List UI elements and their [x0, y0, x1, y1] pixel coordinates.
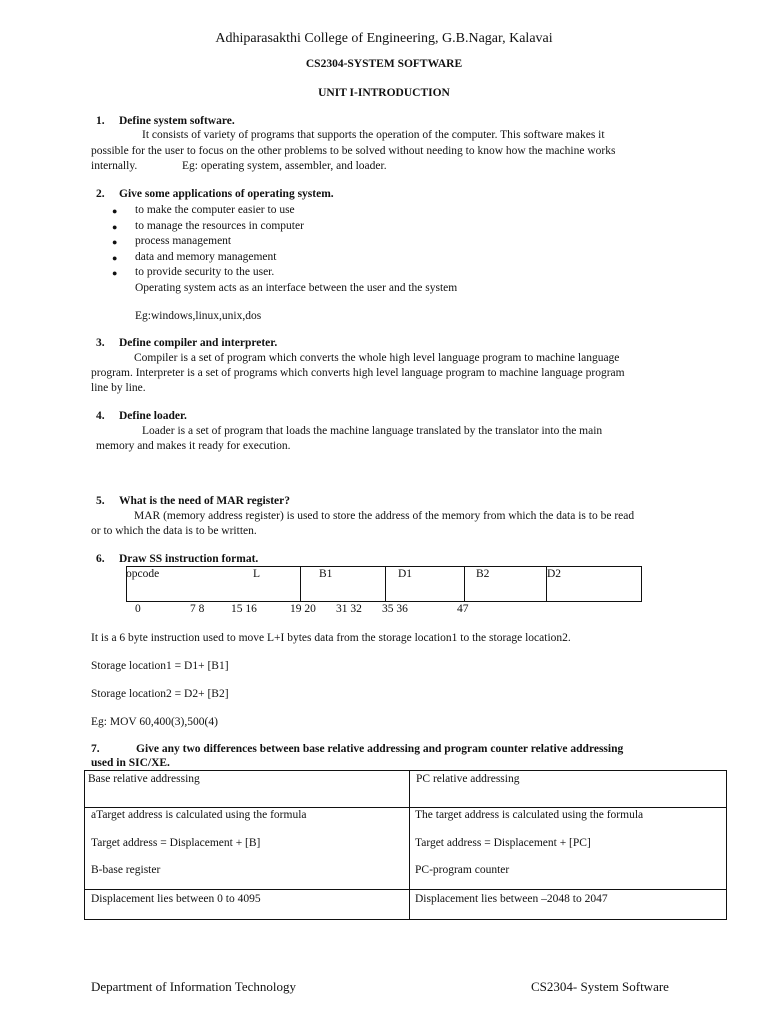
answer-line: possible for the user to focus on the other problems to be solved without needing to know how the machine works — [91, 145, 616, 157]
question-number: 6. — [96, 553, 105, 565]
question-number: 2. — [96, 188, 105, 200]
field-b2: B2 — [476, 568, 490, 580]
bit-label: 0 — [135, 603, 141, 615]
question-title: Draw SS instruction format. — [119, 553, 259, 565]
list-item: process management — [135, 235, 232, 247]
field-b1: B1 — [319, 568, 333, 580]
list-item: to make the computer easier to use — [135, 204, 295, 216]
field-opcode: opcode — [126, 568, 160, 580]
table-cell: B-base register — [91, 864, 161, 876]
table-cell: Displacement lies between 0 to 4095 — [91, 893, 261, 905]
answer-line: or to which the data is to be written. — [91, 525, 257, 537]
storage-location-1: Storage location1 = D1+ [B1] — [91, 660, 229, 672]
unit-title: UNIT I-INTRODUCTION — [318, 87, 450, 99]
format-description: It is a 6 byte instruction used to move L+I bytes data from the storage location1 to the storage location2. — [91, 632, 571, 644]
question-number: 3. — [96, 337, 105, 349]
answer-line: It consists of variety of programs that supports the operation of the computer. This software makes it — [142, 129, 605, 141]
list-item: to manage the resources in computer — [135, 220, 304, 232]
bit-label: 15 16 — [231, 603, 257, 615]
table-cell: Target address = Displacement + [PC] — [415, 837, 591, 849]
column-divider — [409, 771, 410, 919]
question-title: Define loader. — [119, 410, 187, 422]
answer-note: Operating system acts as an interface between the user and the system — [135, 282, 458, 294]
bit-label: 7 8 — [190, 603, 205, 615]
question-number: 4. — [96, 410, 105, 422]
field-divider — [385, 567, 386, 601]
bullet-icon: ● — [112, 253, 118, 263]
table-cell: PC-program counter — [415, 864, 510, 876]
footer-course: CS2304- System Software — [531, 979, 669, 994]
question-number: 7. — [91, 743, 100, 755]
field-divider — [464, 567, 465, 601]
table-cell: Displacement lies between –2048 to 2047 — [415, 893, 608, 905]
bit-label: 35 36 — [382, 603, 408, 615]
bullet-icon: ● — [112, 237, 118, 247]
table-cell: aTarget address is calculated using the formula — [91, 809, 307, 821]
bit-label: 31 32 — [336, 603, 362, 615]
footer-department: Department of Information Technology — [91, 979, 296, 994]
question-title: What is the need of MAR register? — [119, 495, 290, 507]
table-header: Base relative addressing — [88, 773, 200, 785]
format-example: Eg: MOV 60,400(3),500(4) — [91, 716, 218, 728]
answer-line: MAR (memory address register) is used to store the address of the memory from which the data is to be read — [134, 510, 635, 522]
ss-instruction-format — [126, 566, 642, 602]
question-number: 5. — [96, 495, 105, 507]
table-header: PC relative addressing — [416, 773, 520, 785]
answer-line: program. Interpreter is a set of programs which converts high level language program to machine language program — [91, 367, 625, 379]
college-title: Adhiparasakthi College of Engineering, G.B.Nagar, Kalavai — [215, 31, 553, 46]
question-title-continued: used in SIC/XE. — [91, 757, 170, 769]
answer-example: Eg: operating system, assembler, and loader. — [182, 160, 387, 172]
row-divider — [85, 889, 726, 890]
question-title: Define compiler and interpreter. — [119, 337, 278, 349]
question-title: Give any two differences between base relative addressing and program counter relative addressing — [136, 743, 624, 755]
field-l: L — [253, 568, 261, 580]
table-cell: The target address is calculated using the formula — [415, 809, 644, 821]
answer-line: Loader is a set of program that loads the machine language translated by the translator into the main — [142, 425, 603, 437]
bullet-icon: ● — [112, 222, 118, 232]
field-divider — [300, 567, 301, 601]
answer-example: Eg:windows,linux,unix,dos — [135, 310, 262, 322]
bullet-icon: ● — [112, 206, 118, 216]
question-number: 1. — [96, 115, 105, 127]
list-item: to provide security to the user. — [135, 266, 275, 278]
answer-line: line by line. — [91, 382, 146, 394]
table-cell: Target address = Displacement + [B] — [91, 837, 261, 849]
bullet-icon: ● — [112, 268, 118, 278]
question-title: Give some applications of operating system. — [119, 188, 334, 200]
question-title: Define system software. — [119, 115, 235, 127]
answer-line: Compiler is a set of program which converts the whole high level language program to machine language — [134, 352, 620, 364]
answer-line: internally. — [91, 160, 138, 172]
field-d2: D2 — [547, 568, 562, 580]
bit-label: 19 20 — [290, 603, 316, 615]
bit-label: 47 — [457, 603, 469, 615]
storage-location-2: Storage location2 = D2+ [B2] — [91, 688, 229, 700]
answer-line: memory and makes it ready for execution. — [96, 440, 291, 452]
course-title: CS2304-SYSTEM SOFTWARE — [305, 58, 463, 70]
list-item: data and memory management — [135, 251, 277, 263]
field-d1: D1 — [398, 568, 413, 580]
